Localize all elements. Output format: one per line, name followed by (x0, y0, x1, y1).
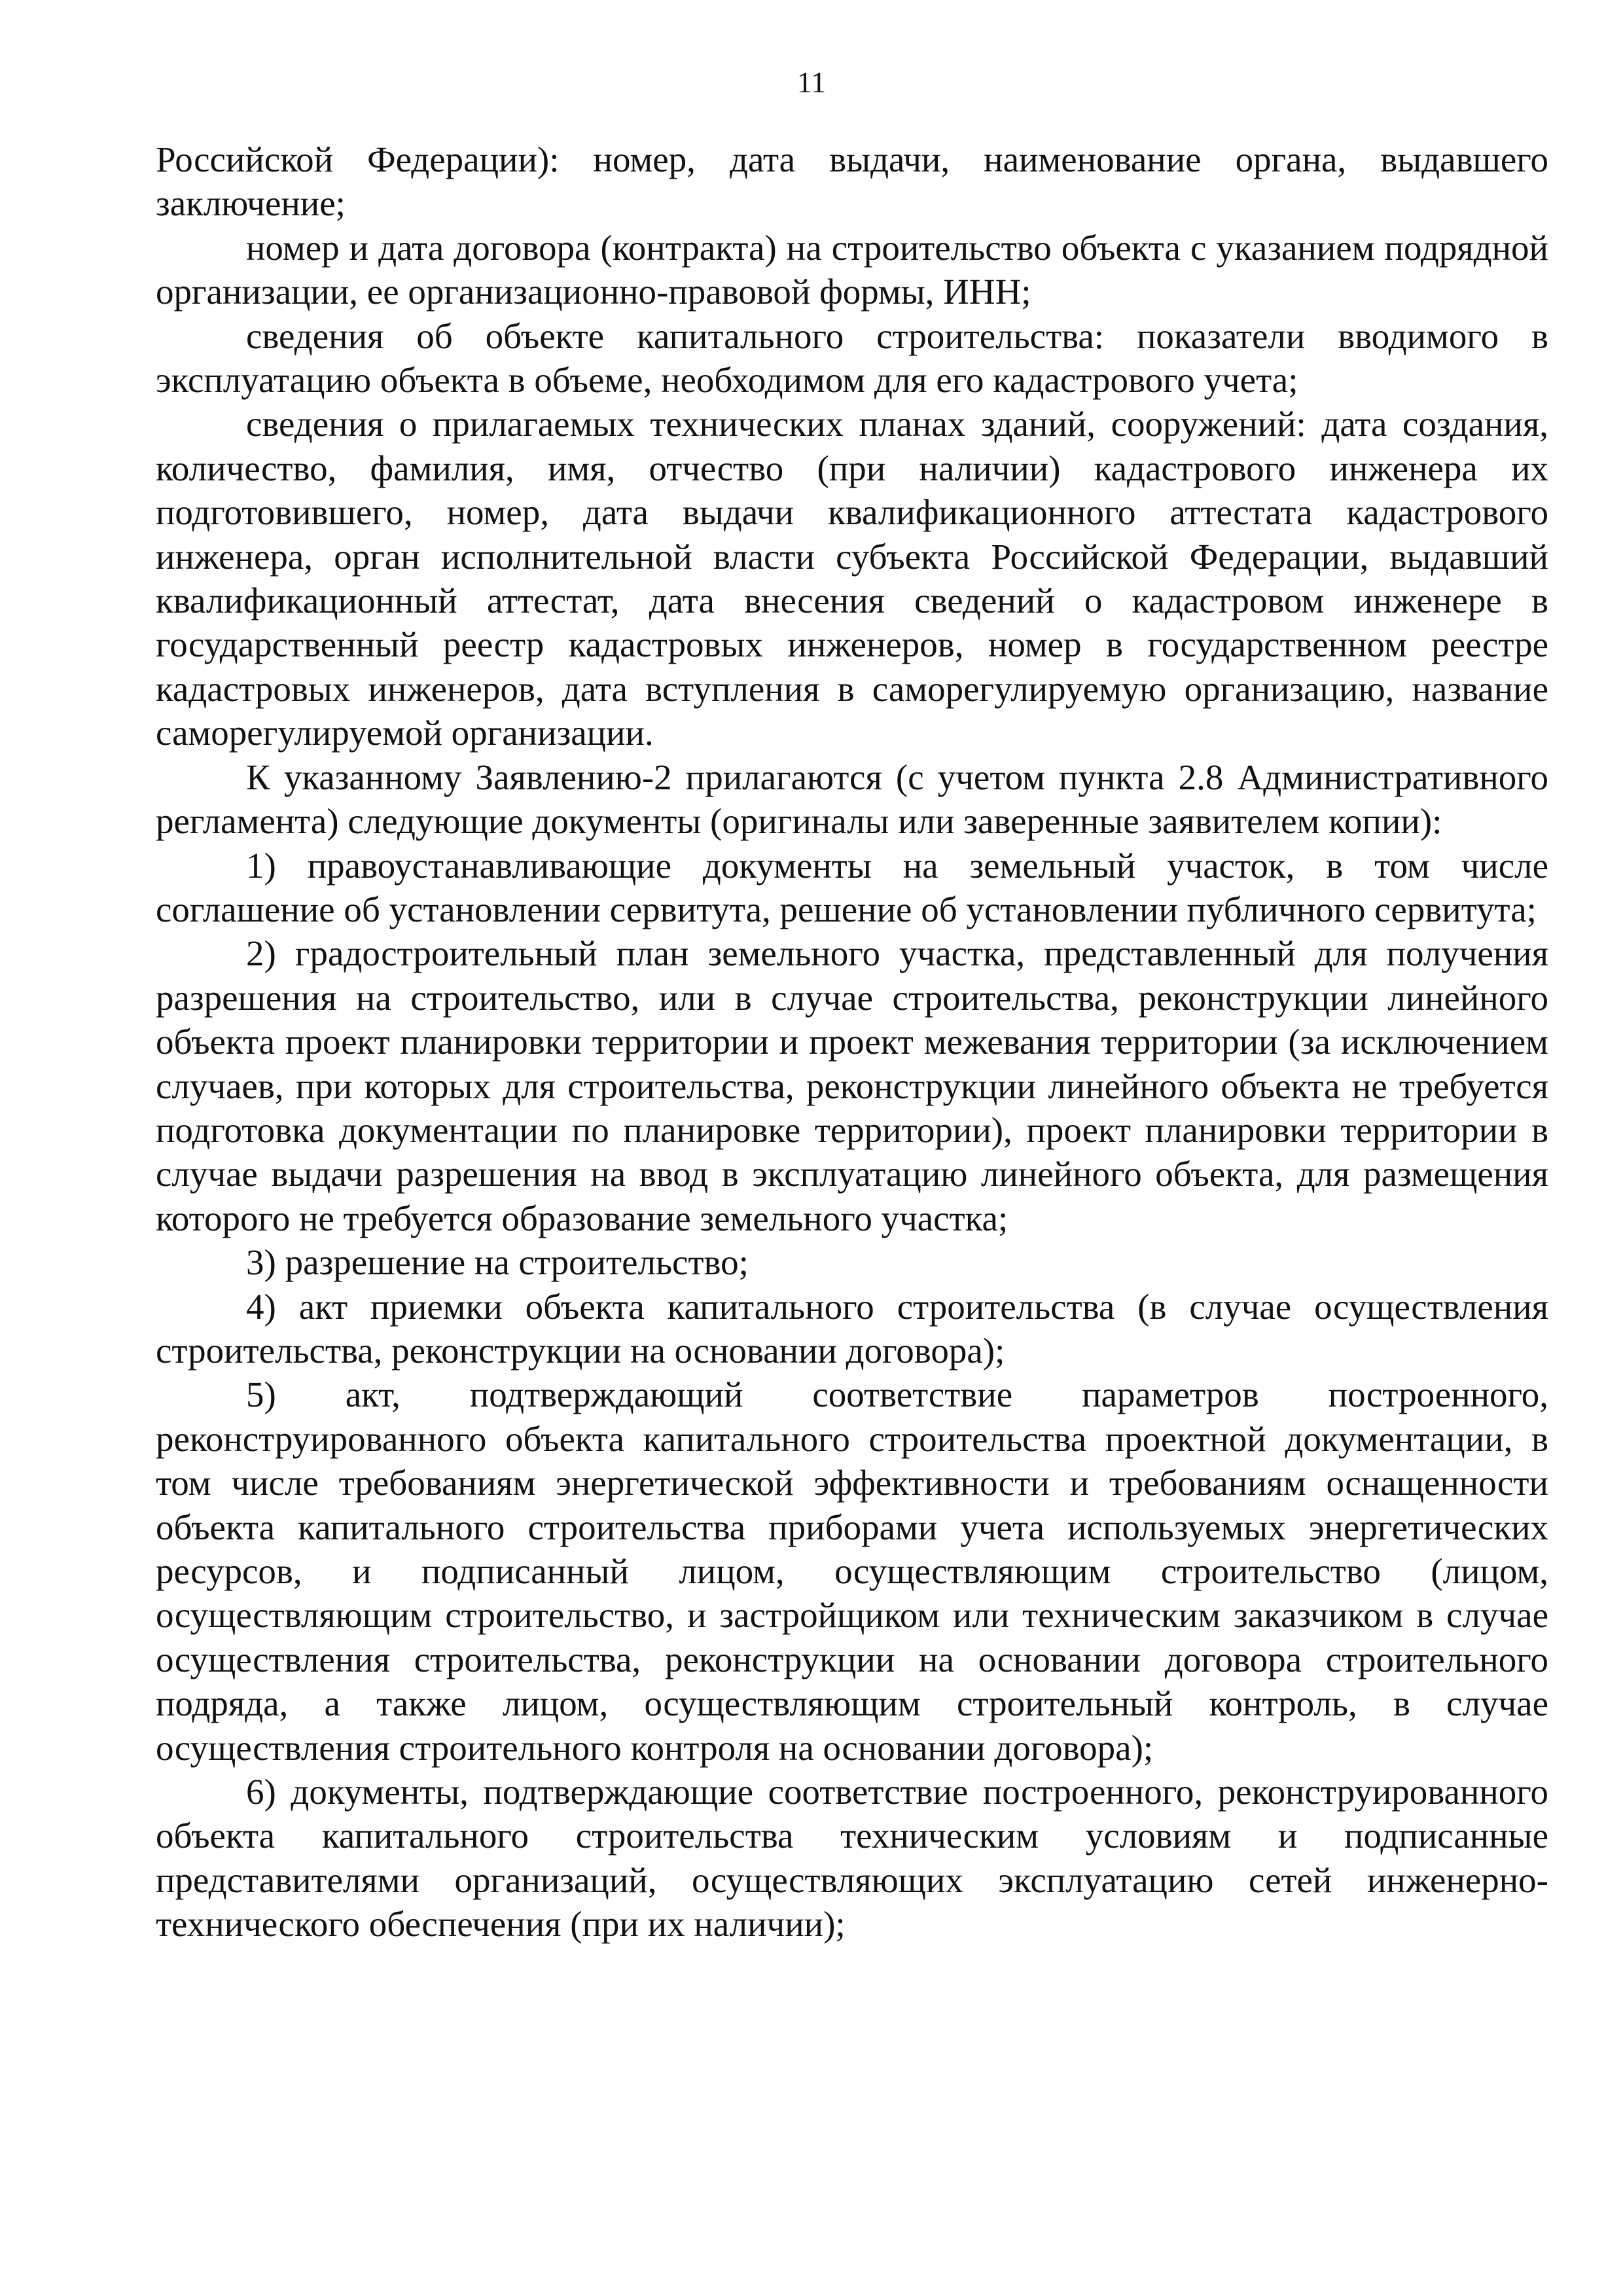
paragraph-object-info: сведения об объекте капитального строительства: показатели вводимого в эксплуатацию объекта в объеме, необходимом для его кадастрового учета; (156, 315, 1548, 401)
list-item-4: 4) акт приемки объекта капитального строительства (в случае осуществления строительства, реконструкции на основании договора); (156, 1286, 1548, 1371)
document-body (156, 137, 1548, 1946)
list-item-2: 2) градостроительный план земельного участка, представленный для получения разрешения на строительство, или в случае строительства, реконструкции линейного объекта проект планировки территории и проект межевания территории (за исключением случаев, при которых для строительства, реконструкции линейного объекта не требуется подготовка документации по планировке территории), проект планировки территории в случае выдачи разрешения на ввод в эксплуатацию линейного объекта, для размещения которого не требуется образование земельного участка; (156, 933, 1548, 1238)
paragraph-attachments-intro: К указанному Заявлению-2 прилагаются (с учетом пункта 2.8 Административного регламента) следующие документы (оригиналы или заверенные заявителем копии): (156, 757, 1548, 842)
page-number: 11 (796, 65, 827, 99)
paragraph-continuation: Российской Федерации): номер, дата выдачи, наименование органа, выдавшего заключение; (156, 139, 1548, 224)
paragraph-technical-plans: сведения о прилагаемых технических планах зданий, сооружений: дата создания, количество, фамилия, имя, отчество (при наличии) кадастрового инженера их подготовившего, номер, дата выдачи квалификационного аттестата кадастрового инженера, орган исполнительной власти субъекта Российской Федерации, выдавший квалификационный аттестат, дата внесения сведений о кадастровом инженере в государственный реестр кадастровых инженеров, номер в государственном реестре кадастровых инженеров, дата вступления в саморегулируемую организацию, название саморегулируемой организации. (156, 404, 1548, 753)
list-item-5: 5) акт, подтверждающий соответствие параметров построенного, реконструированного объекта капитального строительства проектной документации, в том числе требованиям энергетической эффективности и требованиям оснащенности объекта капитального строительства приборами учета используемых энергетических ресурсов, и подписанный лицом, осуществляющим строительство (лицом, осуществляющим строительство, и застройщиком или техническим заказчиком в случае осуществления строительства, реконструкции на основании договора строительного подряда, а также лицом, осуществляющим строительный контроль, в случае осуществления строительного контроля на основании договора); (156, 1374, 1548, 1768)
list-item-3: 3) разрешение на строительство; (246, 1242, 749, 1283)
list-item-6: 6) документы, подтверждающие соответствие построенного, реконструированного объекта капитального строительства техническим условиям и подписанные представителями организаций, осуществляющих эксплуатацию сетей инженерно-технического обеспечения (при их наличии); (156, 1772, 1548, 1945)
list-item-1: 1) правоустанавливающие документы на земельный участок, в том числе соглашение об установлении сервитута, решение об установлении публичного сервитута; (156, 845, 1548, 929)
paragraph-contract: номер и дата договора (контракта) на строительство объекта с указанием подрядной организации, ее организационно-правовой формы, ИНН; (156, 227, 1548, 312)
